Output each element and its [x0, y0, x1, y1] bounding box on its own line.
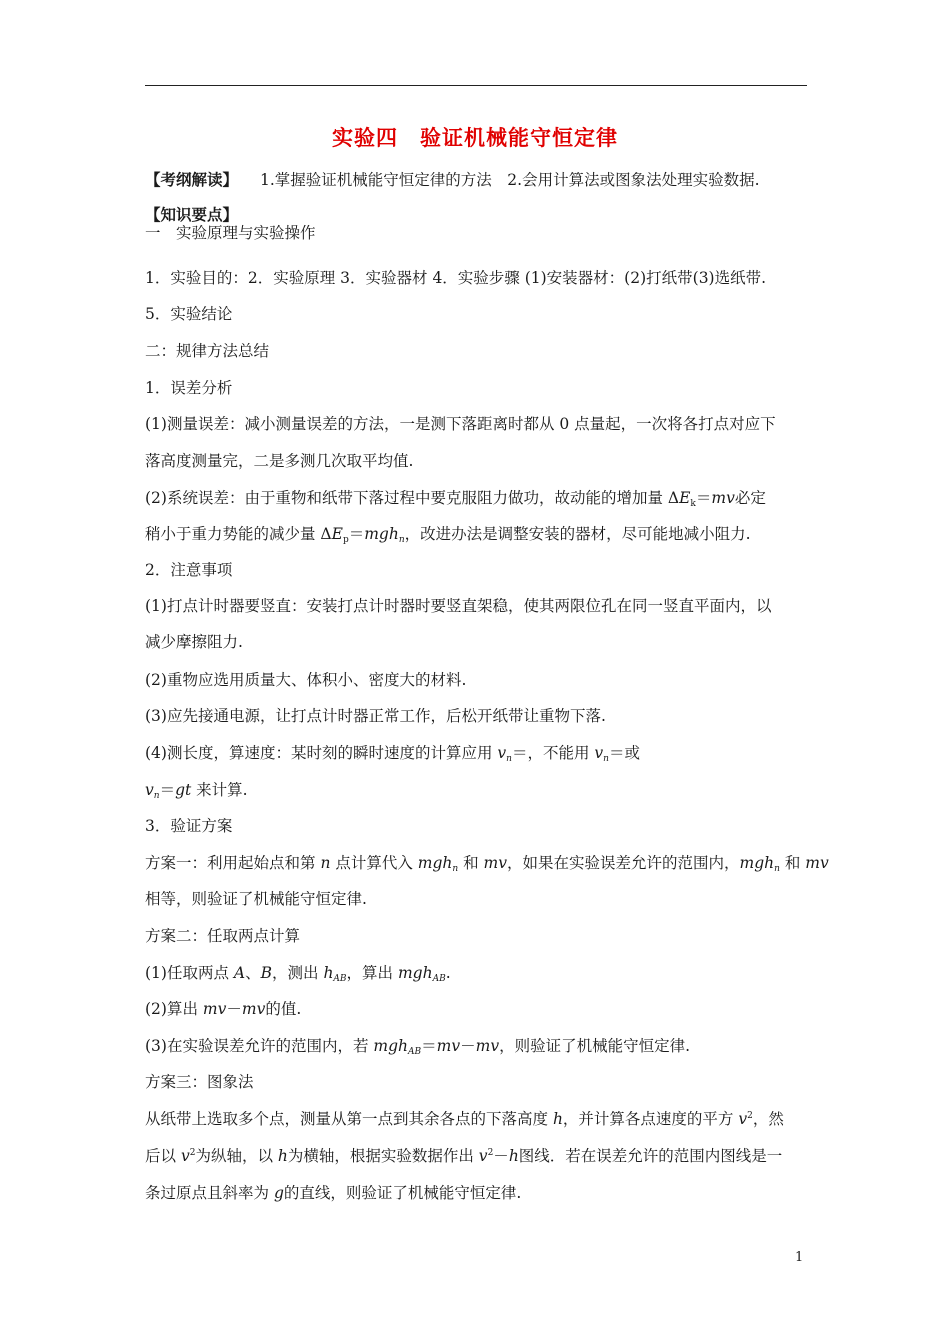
note4-line1: (4)测长度，算速度：某时刻的瞬时速度的计算应用 $v_n=$，不能用 $v_n=$或: [145, 744, 640, 764]
page-title: 实验四 验证机械能守恒定律: [332, 126, 618, 150]
note2-line: (2)重物应选用质量大、体积小、密度大的材料.: [145, 671, 467, 689]
plan2-heading: 方案二：任取两点计算: [145, 927, 301, 945]
error1-line2: 落高度测量完，二是多测几次取平均值.: [145, 452, 414, 470]
note4-line2: $v_n=gt$ 来计算.: [145, 781, 248, 801]
exam-outline-line: [145, 170, 760, 190]
error-heading: 1．误差分析: [145, 379, 233, 397]
header-rule: [145, 85, 807, 86]
plan2-step3: (3)在实验误差允许的范围内，若 mgh$_{AB}$＝mv－mv，则验证了机械能守恒定律.: [145, 1037, 691, 1057]
exam-outline-label: 【考纲解读】: [145, 171, 239, 189]
plan3-heading: 方案三：图象法: [145, 1073, 254, 1091]
note3-line: (3)应先接通电源，让打点计时器正常工作，后松开纸带让重物下落.: [145, 707, 606, 725]
plan2-step1: (1)任取两点 A、B，测出 $h_{AB}$，算出 mgh$_{AB}$.: [145, 964, 451, 984]
plan3-line3: 条过原点且斜率为 g的直线，则验证了机械能守恒定律.: [145, 1184, 522, 1202]
plan1-line2: 相等，则验证了机械能守恒定律.: [145, 890, 367, 908]
plan3-line2: 后以 $v^2$为纵轴，以 h为横轴，根据实验数据作出 $v^2-h$图线．若在误差允许的范围内图线是一: [145, 1147, 783, 1165]
section2-heading: 二：规律方法总结: [145, 342, 270, 360]
section1-heading: 一 实验原理与实验操作: [145, 224, 316, 242]
exam-outline-text: 1.掌握验证机械能守恒定律的方法 2.会用计算法或图象法处理实验数据.: [260, 171, 760, 189]
plan1-line1: 方案一：利用起始点和第 n 点计算代入 mgh$_n$ 和 mv，如果在实验误差允许的范围内，mgh$_n$ 和 mv: [145, 854, 829, 874]
note1-line2: 减少摩擦阻力.: [145, 633, 243, 651]
conclusion-line: 5．实验结论: [145, 305, 233, 323]
error2-line1: (2)系统误差：由于重物和纸带下落过程中要克服阻力做功，故动能的增加量 $\Delta E_k=mv$必定: [145, 489, 766, 509]
steps-line: 1．实验目的：2．实验原理 3．实验器材 4．实验步骤 (1)安装器材：(2)打纸带(3)选纸带.: [145, 269, 767, 287]
knowledge-label: 【知识要点】: [145, 206, 239, 224]
note1-line1: (1)打点计时器要竖直：安装打点计时器时要竖直架稳，使其两限位孔在同一竖直平面内，以: [145, 597, 772, 615]
page-number: 1: [795, 1250, 804, 1265]
error1-line1: (1)测量误差：减小测量误差的方法，一是测下落距离时都从 0 点量起，一次将各打点对应下: [145, 415, 776, 433]
plan3-line1: 从纸带上选取多个点，测量从第一点到其余各点的下落高度 h，并计算各点速度的平方 $v^2$，然: [145, 1110, 784, 1128]
plan2-step2: (2)算出 mv－mv的值.: [145, 1000, 302, 1018]
error2-line2: 稍小于重力势能的减少量 $\Delta E_p=mgh_n$，改进办法是调整安装的器材，尽可能地减小阻力.: [145, 525, 751, 545]
notes-heading: 2．注意事项: [145, 561, 233, 579]
verify-heading: 3．验证方案: [145, 817, 233, 835]
